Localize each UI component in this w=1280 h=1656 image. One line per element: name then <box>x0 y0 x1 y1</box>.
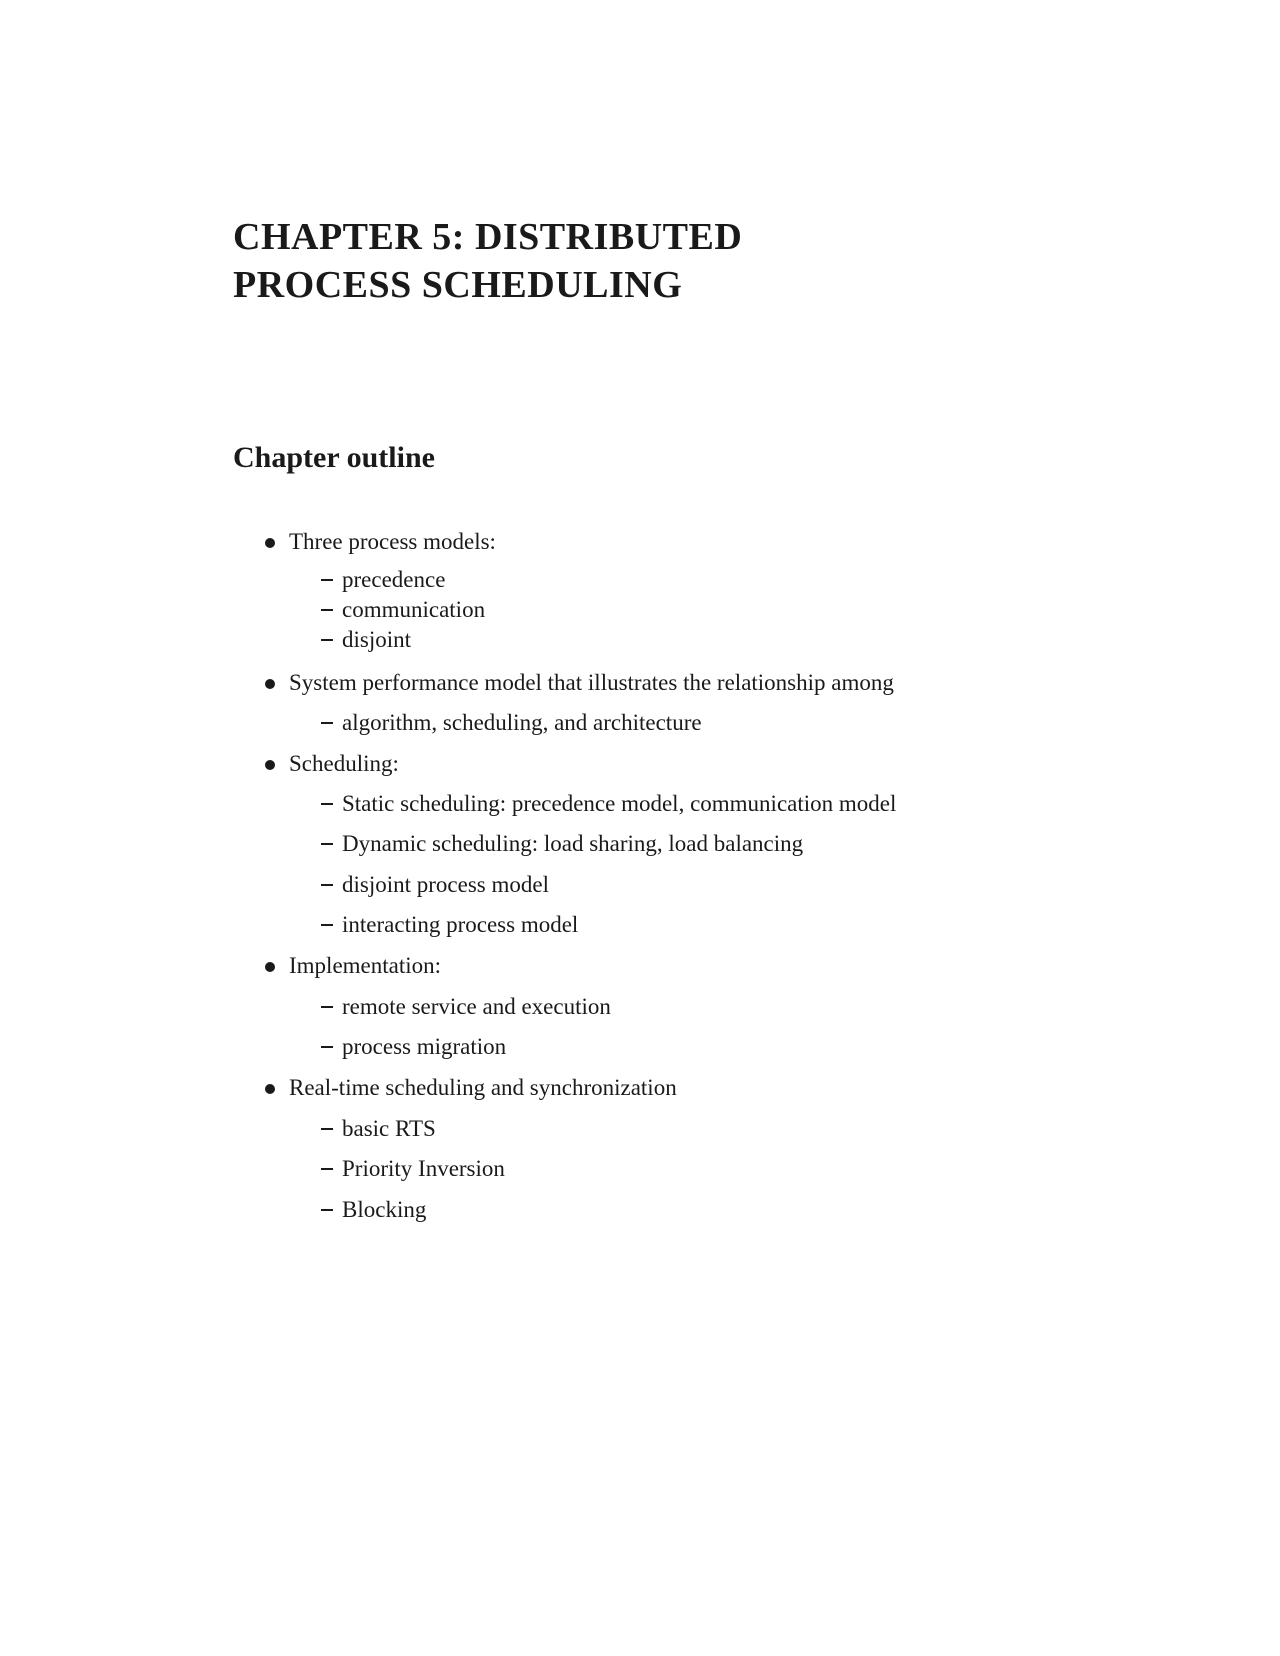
sub-list-item: disjoint process model <box>342 872 549 897</box>
dash-icon <box>321 639 333 641</box>
list-item: Real-time scheduling and synchronization <box>289 1075 677 1100</box>
dash-icon <box>321 1046 333 1048</box>
sub-list-item: basic RTS <box>342 1116 436 1141</box>
dash-icon <box>321 579 333 581</box>
bullet-icon <box>265 1084 275 1094</box>
dash-icon <box>321 1006 333 1008</box>
dash-icon <box>321 803 333 805</box>
sub-list-item: Priority Inversion <box>342 1156 505 1181</box>
dash-icon <box>321 1209 333 1211</box>
dash-icon <box>321 722 333 724</box>
dash-icon <box>321 884 333 886</box>
sub-list-item: Dynamic scheduling: load sharing, load balancing <box>342 831 804 856</box>
dash-icon <box>321 924 333 926</box>
bullet-icon <box>265 760 275 770</box>
list-item: Implementation: <box>289 953 442 978</box>
sub-list-item: algorithm, scheduling, and architecture <box>342 710 702 735</box>
dash-icon <box>321 843 333 845</box>
bullet-icon <box>265 962 275 972</box>
bullet-icon <box>265 538 275 548</box>
sub-list-item: Static scheduling: precedence model, communication model <box>342 791 897 816</box>
sub-list-item: Blocking <box>342 1197 427 1222</box>
sub-list-item: interacting process model <box>342 912 579 937</box>
dash-icon <box>321 609 333 611</box>
dash-icon <box>321 1128 333 1130</box>
sub-list-item: process migration <box>342 1034 507 1059</box>
bullet-icon <box>265 679 275 689</box>
sub-list-item: disjoint <box>342 627 412 652</box>
sub-list-item: communication <box>342 597 486 622</box>
list-item: Three process models: <box>289 529 496 554</box>
sub-list-item: precedence <box>342 567 446 592</box>
chapter-title-line-2: PROCESS SCHEDULING <box>233 264 683 306</box>
sub-list-item: remote service and execution <box>342 994 611 1019</box>
list-item: Scheduling: <box>289 751 399 776</box>
list-item: System performance model that illustrates the relationship among <box>289 670 894 695</box>
outline-heading: Chapter outline <box>233 441 435 474</box>
dash-icon <box>321 1168 333 1170</box>
chapter-title-line-1: CHAPTER 5: DISTRIBUTED <box>233 216 743 258</box>
